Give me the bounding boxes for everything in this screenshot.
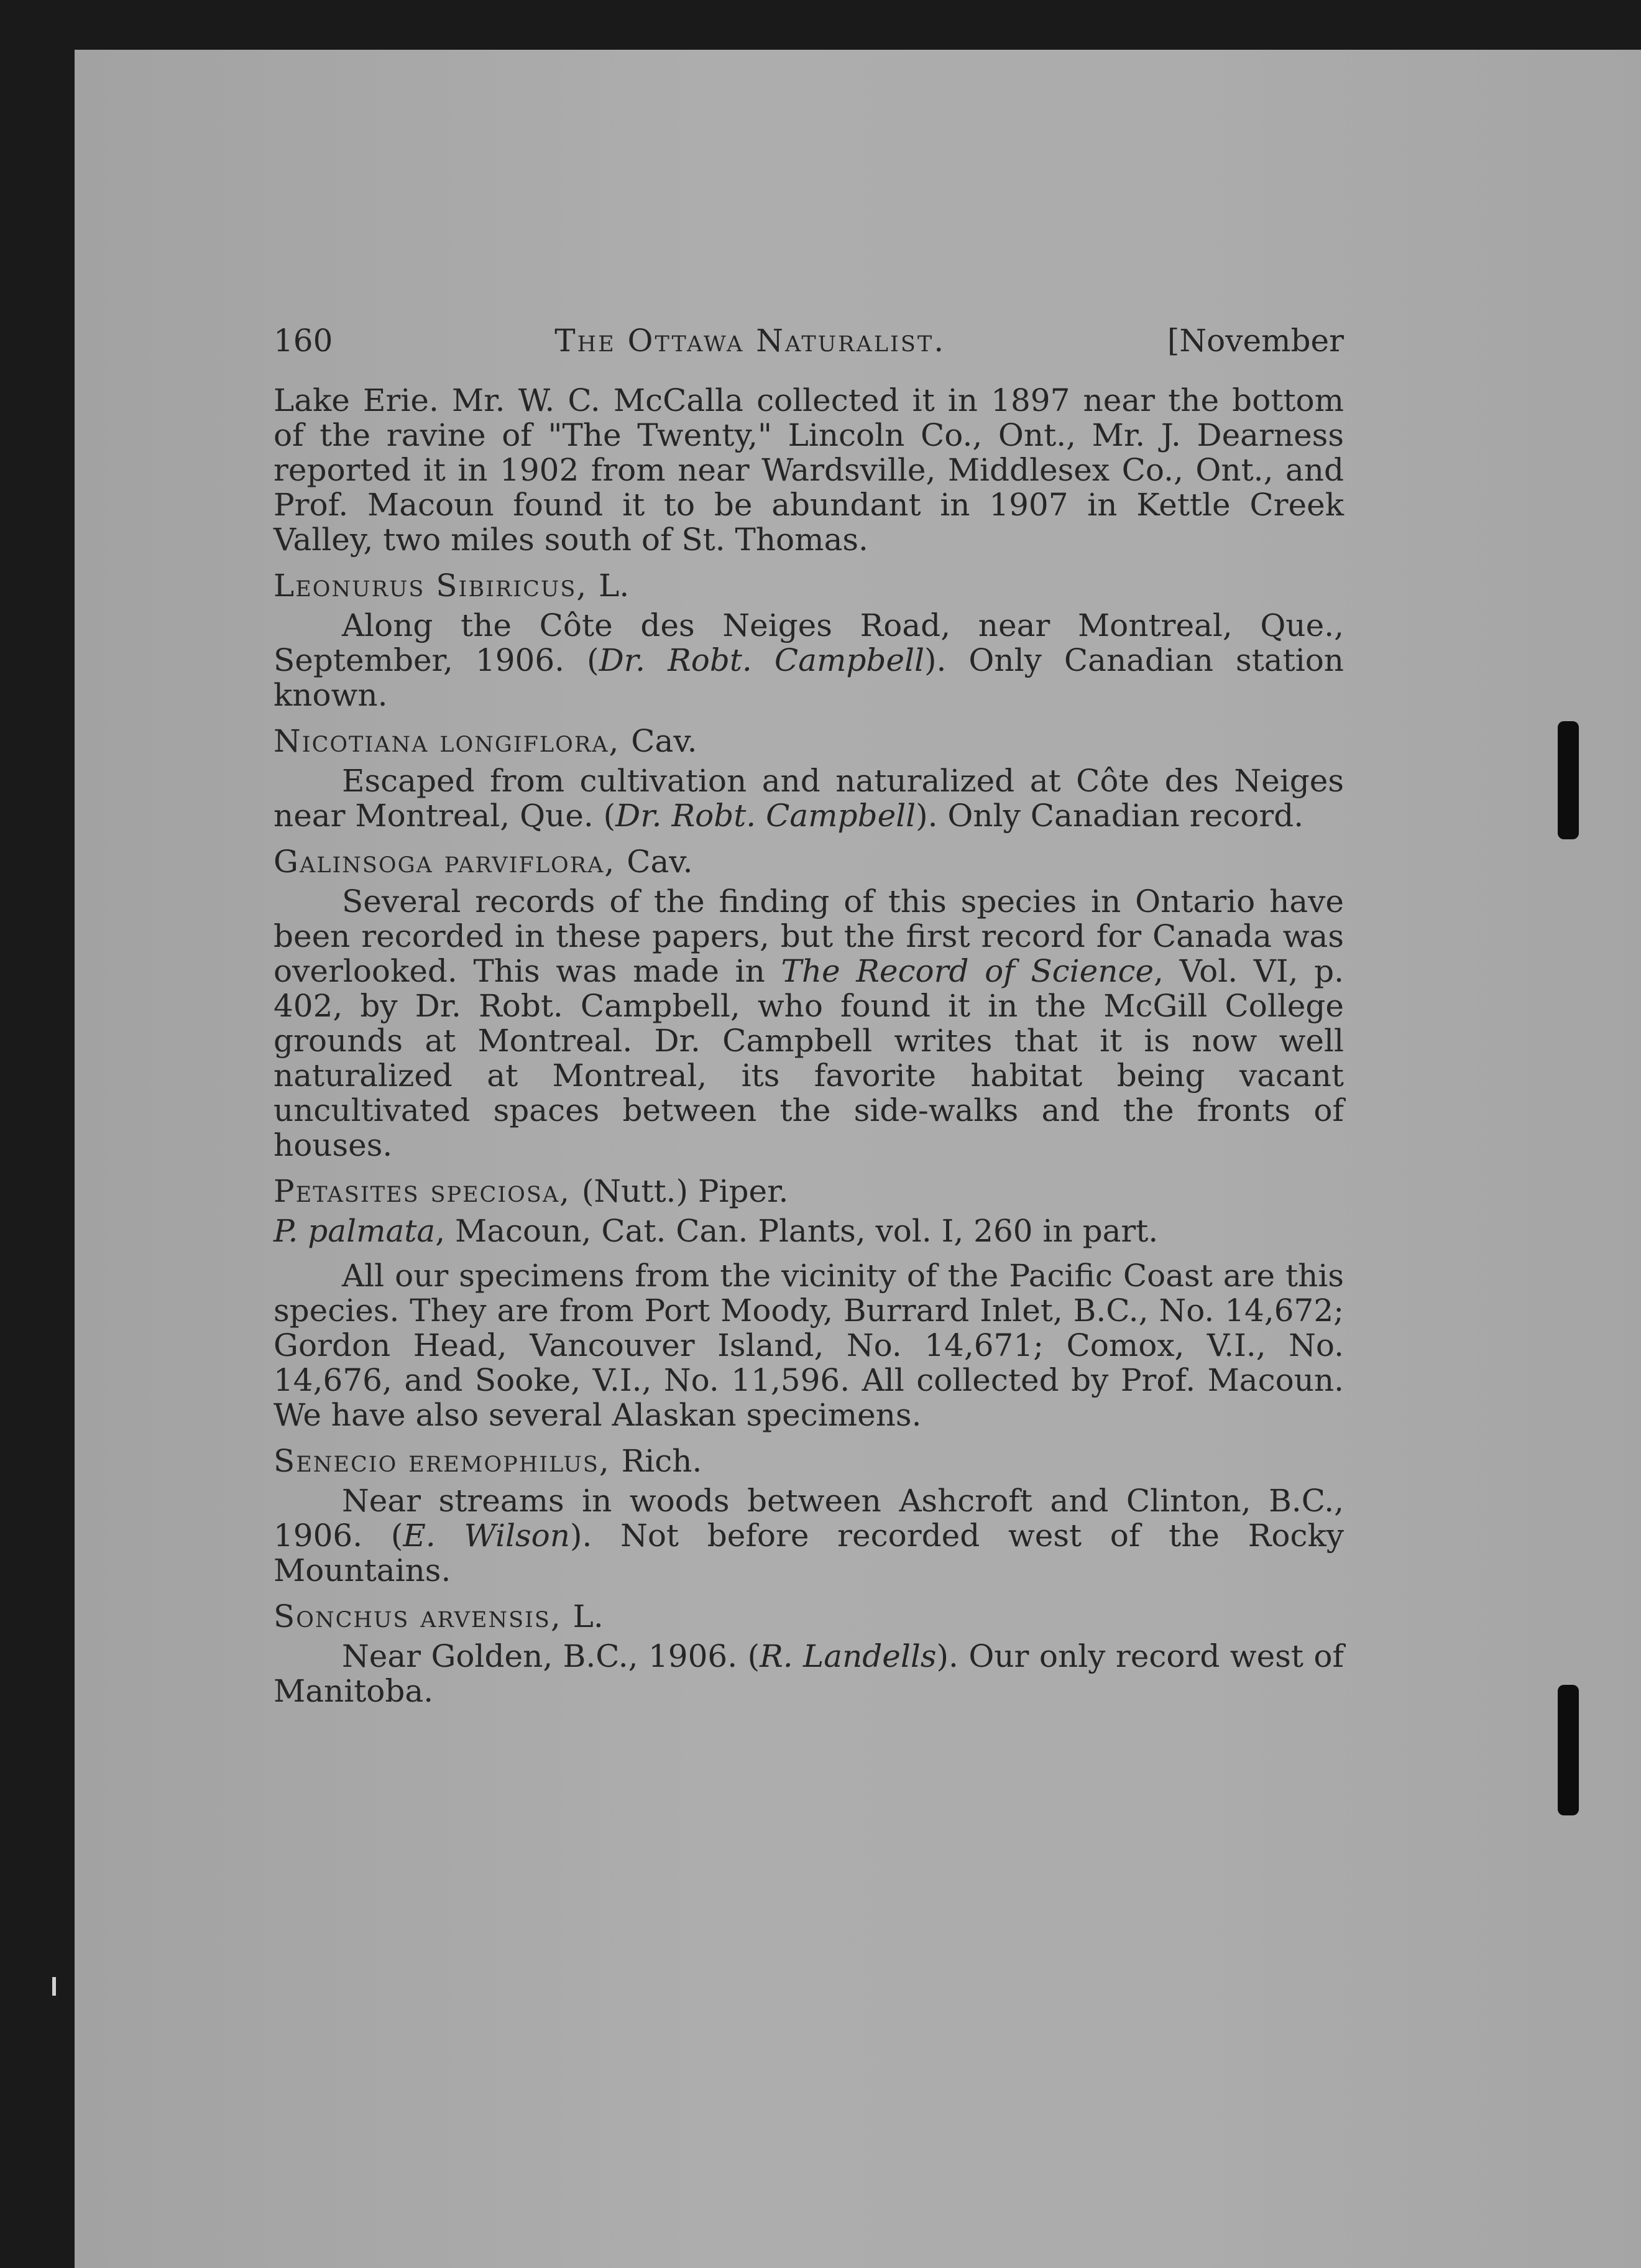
issue-month: [November [1167, 323, 1344, 359]
species-heading-nicotiana: Nicotiana longiflora, Cav. [274, 723, 697, 759]
species-heading-galinsoga: Galinsoga parviflora, Cav. [274, 844, 693, 880]
nicotiana-paragraph: Escaped from cultivation and naturalized at Côte des Neiges near Montreal, Que. (Dr. Robt. Campbell). Only Canadian record. [274, 763, 1344, 834]
journal-title: The Ottawa Naturalist. [554, 323, 946, 359]
species-heading-sonchus: Sonchus arvensis, L. [274, 1598, 604, 1634]
species-heading-leonurus: Leonurus Sibiricus, L. [274, 568, 630, 604]
sonchus-paragraph: Near Golden, B.C., 1906. (R. Landells). Our only record west of Manitoba. [274, 1638, 1344, 1709]
petasites-synonym: P. palmata, Macoun, Cat. Can. Plants, vol. I, 260 in part. [274, 1213, 1159, 1249]
binder-clip-top [1558, 721, 1579, 839]
galinsoga-paragraph: Several records of the finding of this species in Ontario have been recorded in these papers, but the first record for Canada was overlooked. This was made in The Record of Science, Vol. VI, p. 402, by Dr. Robt. Campbell, who found it in the McGill College grounds at Montreal. Dr. Campbell writes that it is now well naturalized at Montreal, its favorite habitat being vacant uncultivated spaces between the side-walks and the fronts of houses. [274, 883, 1345, 1163]
binder-clip-bottom [1558, 1685, 1579, 1815]
page-number: 160 [274, 323, 333, 359]
species-heading-senecio: Senecio eremophilus, Rich. [274, 1443, 702, 1479]
edge-mark [52, 1977, 56, 1996]
running-header [274, 323, 1344, 358]
petasites-paragraph: All our specimens from the vicinity of the Pacific Coast are this species. They are from Port Moody, Burrard Inlet, B.C., No. 14,672; Gordon Head, Vancouver Island, No. 14,671; Comox, V.I., No. 14,676, and Sooke, V.I., No. 11,596. All collected by Prof. Macoun. We have also several Alaskan specimens. [274, 1258, 1344, 1433]
leonurus-paragraph: Along the Côte des Neiges Road, near Montreal, Que., September, 1906. (Dr. Robt. Campbell). Only Canadian station known. [274, 607, 1345, 713]
senecio-paragraph: Near streams in woods between Ashcroft and Clinton, B.C., 1906. (E. Wilson). Not before recorded west of the Rocky Mountains. [274, 1483, 1345, 1588]
page-text [274, 323, 1344, 1708]
species-heading-petasites: Petasites speciosa, (Nutt.) Piper. [274, 1173, 789, 1209]
intro-paragraph: Lake Erie. Mr. W. C. McCalla collected it in 1897 near the bottom of the ravine of "The Twenty," Lincoln Co., Ont., Mr. J. Dearness reported it in 1902 from near Wardsville, Middlesex Co., Ont., and Prof. Macoun found it to be abundant in 1907 in Kettle Creek Valley, two miles south of St. Thomas. [274, 382, 1344, 558]
